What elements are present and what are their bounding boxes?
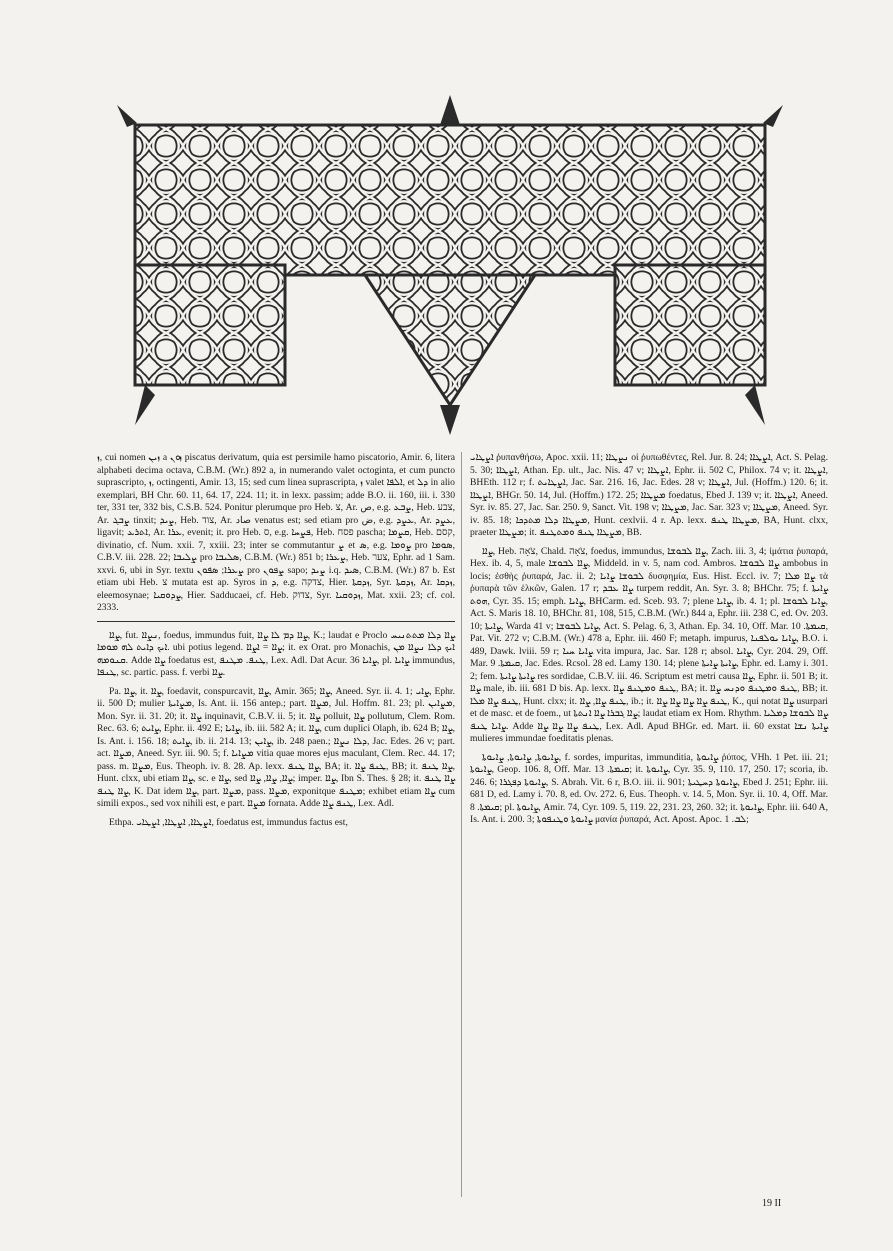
entry-ethpa: Ethpa. ܐܨܛܐܐ, ܐܨܛܐܐ, ܐܨܛܐܝ, foedatus est, immundus factus est,: [109, 816, 348, 828]
entry-continuation: ܐܨܛܐܝ ῥυπανθήσω, Apoc. xxii. 11; ܢܨܛܐܐ οἱ ῥυπωθέντες, Rel. Jur. 8. 24; ܐܨܛܐܐ, Act. S. Pelag. 5. 30; ܐܨܛܐܐ, Athan. Ep. ult., Jac. Nis. 47 v; ܐܨܛܐܐ, Ephr. ii. 502 C, Philox. 74 v; it. ܐܨܛܐܐ, BHEth. 112 r; f. ܐܨܛܐܝܬ, Jac. Sar. 216. 16, Jac. Edes. 28 v; ܐܨܛܐܐ, Jul. (Hoffm.) 120. 6; it. ܐܨܛܐܐ, BHGr. 50. 14, Jul. (Hoffm.) 172. 25; ܡܨܛܐܐ foedatus, Ebed J. 139 v; it. ܐܨܛܐܐ, Aneed. Syr. iv. 85. 27, Jac. Sar. 250. 9, Sanct. Vit. 198 v; ܡܨܛܐܐ, Jac. Sar. 323 v; ܡܨܛܐܐ, Aneed. Syr. iv. 85. 18; ܡܨܛܐܐ ܕܠܐ ܡܬܕܟܐ, Hunt. cexlvii. 4 r. Ap. lexx. ܡܨܛܐܐ ܛܢܦ, BA, Hunt. clxx, praeter ܡܨܛܐܐ; it. ܡܨܛܐܐ ܛܢܦ ܘܡܬܛܢܦ, BB.: [470, 452, 829, 538]
knotwork-headpiece-ornament: [115, 95, 785, 435]
entry-letter-zain: ܙ, cui nomen ܙܝܢ a ܙܘܢ piscatus derivatum, quia est persimile hamo piscatorio, Amir. 6, litera alphabeti decima octava, C.B.M. (Wr.) 892 a, in numerando valet octoginta, et cum puncto suprascripto, ܙ, octingenti, Amir. 13, 15; sed cum linea suprascripta, ܙ valet ܐܠܦܐ, et ܕܠ in alio exemplari, BH Chr. 60. 11, 64. 17, 224. 11; it. in lexx. passim; adde B.O. ii. 160, iii. i. 330 ter, 331 ter, 332 bis, C.S.B. 524. Ponitur plerumque pro Heb. צ, Ar. ص, e.g. ܨܒܥ, Heb. צבע, Ar. ܨܒܓ tinxit; ܨܝܕ, Heb. צוד, Ar. صاد venatus est; sed etiam pro ض, e.g. ܥܨܕ, Ar. ܥܨܕ, ligavit; ܐܬܪܥ, Ar. ܥܪܐ, evenit; it. pro Heb. ס, e.g. ܦܨܚܐ, Heb. פסח pascha; ܩܨܡܐ, Heb. קסם, divinatio, cf. Num. xxii. 7, xxiii. 23; inter se commutantur ܨ et ܣ, e.g. ܨܘܡܐ pro ܣܘܡܐ, C.B.V. iii. 228. 22; ܨܠܝܒܐ pro ܣܠܝܒܐ, C.B.M. (Wr.) 851 b; ܨܥܪܐ, Heb. צער, Ephr. ad 1 Sam. xxvi. 6, ubi in Syr. textu ܨܥܪܐ; ܣܦܘܢ pro ܨܦܘܢ sapo; ܨܝܕ i.q. ܣܝܕ, C.B.M. (Wr.) 87 b. Est etiam ubi Heb. צ mutata est ap. Syros in ܕ, e.g. צדקה, Hier. ܙܕܩܬܐ, Syr. ܙܕܩܬܐ, Ar. ܙܕܩܐ, eleemosynae; ܨܕܘܩܝܐ, Hier. Sadducaei, cf. Heb. צדוק, Syr. ܙܕܘܩܝܐ, Mat. xxii. 23; cf. col. 2333.: [97, 452, 456, 613]
left-text-column: [97, 452, 455, 835]
section-divider: [97, 621, 455, 622]
right-text-column: [470, 452, 828, 833]
entry-verb-foedus: ܨܐܐ, fut. ܢܨܐܐ, foedus, immundus fuit, ܨܐܐ ܕܡ ܠܐ ܨܐܐ, K.; laudat e Proclo ܨܐܐ ܕܠܐ ܡܬܬܢܝܚ ܐܝܟ ܕܐܝܬ ܠܗ ܡܘܡܐ. ubi potius legend. ܨܐܐ = ܐܨܐܐ; it. ex Orat. pro Monachis, ܐܝܟ ܕܠܐ ܢܨܐܐ ܡܢ ܩܢܘܡܗ. Adde ܨܐܐ foedatus est, ܛܢܦ. ܡܛܢܦ, Lex. Adl. Dat Acur. 36 ܨܐܝܐ, pl. ܨܐܝܐ immundus, ܛܢܦܐ, sc. partic. pass. f. verbi ܨܐܐ.: [97, 629, 456, 678]
page-number: 19 II: [762, 1198, 782, 1209]
entry-pael: Pa. ܨܐܐ, it. ܨܐܐ, foedavit, conspurcavit, ܨܐܐ, Amir. 365; ܨܐܐ, Aneed. Syr. ii. 4. 1; ܨܐܝ, Ephr. ii. 500 D; mulier ܡܨܐܝܬܐ, Is. Ant. ii. 156 antep.; part. ܡܨܐܐ, Jul. Hoffm. 81. 23; pl. ܡܨܐܝܢ, Mon. Syr. ii. 31. 20; it. ܨܐܐ inquinavit, C.B.V. ii. 5; it. ܨܐܐ polluit, ܨܐܐ pollutum, Clem. Rom. Rec. 63. 6; ܨܐܝܬ, Ephr. ii. 492 E; ܨܐܝܐ, ib. iii. 582 A; it. ܨܐܐ, cum duplici Olaph, ib. 624 B; ܨܐܐ, Is. Ant. i. 156. 18; ܨܐܝܬ, ib. ii. 214. 13; ܨܐܝܢ, ib. 248 paen.; ܕܠܐ ܢܨܐܐ, Jac. Edes. 26 v; part. act. ܡܨܐܐ, Aneed. Syr. iii. 90. 5; f. ܡܨܐܝܐ vitia quae mores ejus maculant, Clem. Rec. 44. 17; pass. m. ܡܨܐܐ, Eus. Theoph. iv. 8. 28. Ap. lexx. ܨܐܐ ܛܢܦ, BA; it. ܛܢܦ ܨܐܐ, BB; it. ܨܐܐ ܛܢܦ, Hunt. clxx, ubi etiam ܨܐܐ, sc. e ܨܐܐ, sed ܨܐܐ, ܨܐܐ, ܨܐܐ; imper. ܨܐܐ, Ibn S. Thes. § 28; it. ܨܐܐ ܛܢܦ ܨܐܐ ܛܢܦ, K. Dat idem ܨܐܐ, part. ܡܨܐܐ, pass. ܡܨܐܐ, exponitque ܡܛܢܦ; exhibet etiam ܨܐܐ cum simili expos., sed vox nihili est, e part. ܡܨܐܐ fornata. Adde ܛܢܦ ܨܐܐ, Lex. Adl.: [97, 685, 456, 809]
entry-noun-sordes: ܨܐܝܘܬܐ, ܨܐܝܘܬܐ, ܨܐܝܘܬܐ, f. sordes, impuritas, immunditia, ܨܐܝܘܬܐ ῥύπος, VHh. 1 Pet. iii. 21; ܨܐܝܘܬܐ, Geop. 106. 8, Off. Mar. ܩܝܡܬܐ. 13; it. ܨܐܝܘܬܐ, Cyr. 35. 9, 110. 17, 250. 17; scoria, ib. 246. 6; ܨܐܝܘܬܐ ܕܦܓܪܐ, S. Abrah. Vit. 6 r, B.O. iii. ii. 901; ܨܐܝܘܬܐ ܕܚܛܝܬܐ, Ebed J. 251; Ephr. iii. 681 D, ed. Lamy i. 70. 8, ed. Ov. 272. 6, Eus. Theoph. v. 14. 5, Mon. Syr. ii. 10. 4, Off. Mar. ܩܝܡܬܐ. 8; pl. ܨܐܝܘܬܐ, Amir. 74, Cyr. 109. 5, 119. 22, 231. 23, 260. 32; it. ܨܐܝܘܬܐ, Ephr. iii. 640 A, Is. Ant. i. 200. 3; ܨܐܝܘܬܐ ܘܛܢܦܘܬܐ μανία ῥυπαρά, Act. Apost. Apoc. ܠܒ. 1;: [470, 751, 829, 825]
column-divider: [461, 452, 462, 1197]
entry-adjective-immundus: ܨܐܐ, Heb. צֹאָה, Chald. צֹאָה, foedus, immundus, ܨܐܐ ܠܒܘܫܐ, Zach. iii. 3, 4; ἱμάτια ῥυπαρά, Hex. ib. 4, 5, male ܨܐܐ ܠܒܘܫܐ, Middeld. in v. 5, nam cod. Ambros. ܨܐܐ ܠܒܘܫܐ ambobus in locis; ἐσθὴς ῥυπαρά, Jac. ii. 2; ܠܒܘܫܐ ܨܐܝܐ δυσφημία, Eus. Hist. Eccl. iv. 7; ܨܐܐ ܡܠܐ τὰ ῥυπαρὰ τῶν ἑλκῶν, Galen. 17 r; ܨܐܐ ܥܒܕ turpem reddit, An. Syr. 3. 8; BHChr. 75; f. ܨܐܝܬܐ ܗܘܬ, Cyr. 35. 15; emph. ܨܐܝܐ, BHCarm. ed. Sceb. 93. 7; plene ܨܐܝܐ, ib. 4. 1; pl. ܨܐܝܐ ܠܒܘܫܐ, Act. S. Maris 18. 10, BHChr. 81, 108, 515, C.B.M. (Wr.) 844 a, Ephr. iii. 238 C, ed. Ov. 203. 10; ܨܐܝܬܐ, Warda 41 v; ܨܐܝܐ ܠܒܘܫܐ, Act. S. Pelag. 6, 3, Athan. Ep. 34. 10, Off. Mar. ܩܝܡܬܐ. 10, Pat. Vit. 272 v; C.B.M. (Wr.) 478 a, Ephr. iii. 460 F; metaph. impurus, ܨܐܝܐ ܝܘܠܦܢܐ, B.O. i. 489, Dawk. lviii. 59 r; ܨܐܝܐ ܚܝܐ vita impura, Jac. Sar. 128 r; absol. ܨܐܝܐ, Cyr. 204. 29, Off. Mar. ܩܝܡܬܐ. 9, Jac. Edes. Rcsol. 28 ed. Lamy 130. 14; plene ܨܐܝܬܐ ܨܐܝܬܐ, Ephr. ed. Lamy i. 301. 2; fem. ܨܐܝܬܐ ܨܐܝܬܐ res sordidae, C.B.V. iii. 46. Scriptum est metri causa ܨܐܐ, Ephr. ii. 501 B; it. ܨܐܐ male, ib. iii. 681 D bis. Ap. lexx. ܛܢܦ ܘܡܛܢܦ ܨܐܐ, BA; it. ܛܢܦ ܘܡܛܢܦ ܘܕܢܚ ܨܐܐ, BB; it. ܛܢܦ ܨܐܐ ܡܠܐ, Hunt. clxx; it. ܛܢܦ ܨܐܐ, ܨܐܐ, ib.; it. ܛܢܦ ܨܐܐ ܨܐܐ ܨܐܐ ܨܐܐ, K., qui notat ܨܐܐ usurpari et de masc. et de foem., ut ܨܐܐ ܓܒܪܐ ܨܐܐ ܐܢܬܬܐ; laudat etiam ex Hom. Rhythm. ܨܐܐ ܠܒܘܫܐ ܕܡܠܝܐ ܨܐܝܐ ܛܢܦ. Adde ܛܢܦ ܨܐܐ ܨܐܐ ܨܐܐ, Lex. Adl. Apud BHGr. ed. Mart. ii. 60 exstat ܨܐܝܬܐ ܢܫܐ mulieres immundae foeditatis plenas.: [470, 545, 829, 744]
